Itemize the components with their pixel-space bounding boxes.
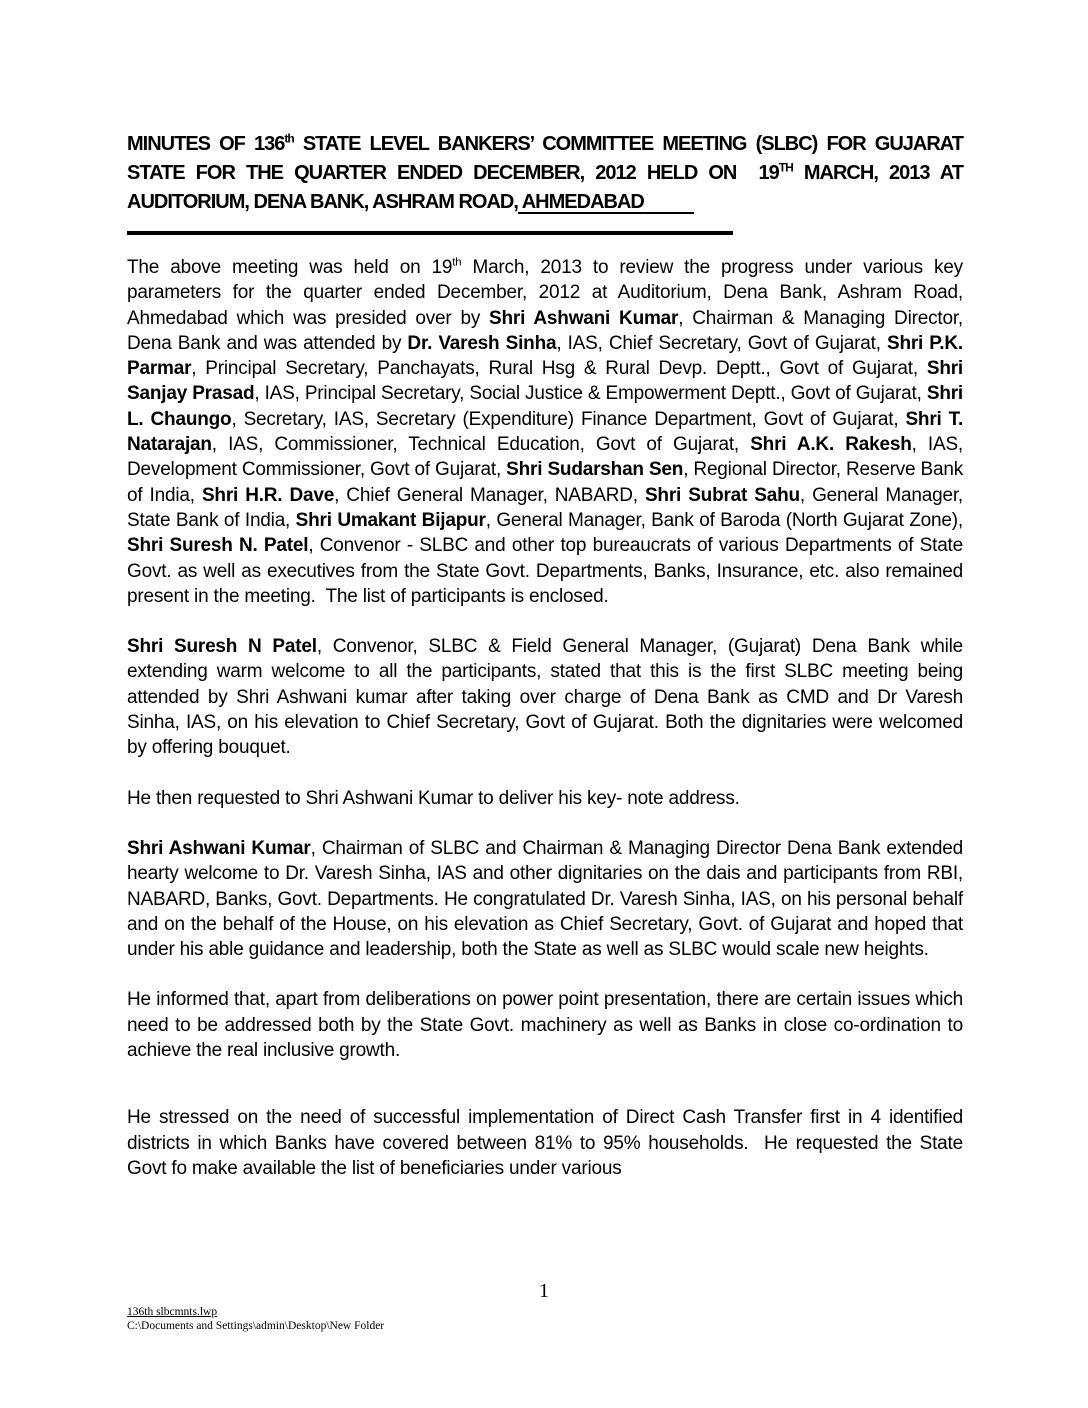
bold-text: Shri H.R. Dave xyxy=(201,484,335,506)
text-segment: He informed that, apart from deliberations on power point presentation, there are certain issues which need to be addressed both by the State Govt. machinery as well as Banks in close co-ordination to achieve the real inclusive growth. xyxy=(127,989,963,1062)
bold-text: Shri L. Chaungo xyxy=(127,383,963,430)
footer-filename: 136th slbcmnts.lwp xyxy=(127,1306,218,1318)
document-body xyxy=(127,255,963,1181)
text-segment: , Chairman of SLBC and Chairman & Managing Director Dena Bank extended hearty welcome to Dr. Varesh Sinha, IAS and other dignitaries on the dais and participants from RBI, NABARD, Banks, Govt. Departments. He congratulated Dr. Varesh Sinha, IAS, on his personal behalf and on the behalf of the House, on his elevation as Chief Secretary, Govt. of Gujarat and hoped that under his able guidance and leadership, both the State as well as SLBC would scale new heights. xyxy=(127,837,964,961)
text-segment: AHMEDABAD xyxy=(517,191,644,213)
text-segment: , Convenor, SLBC & Field General Manager, (Gujarat) Dena Bank while extending warm welcome to all the participants, stated that this is the first SLBC meeting being attended by Shri Ashwani kumar after taking over charge of Dena Bank as CMD and Dr Varesh Sinha, IAS, on his elevation to Chief Secretary, Govt of Gujarat. Both the dignitaries were welcomed by offering bouquet. xyxy=(127,636,963,759)
bold-text: Shri Sanjay Prasad xyxy=(127,358,963,405)
bold-text: Shri Sudarshan Sen xyxy=(506,459,684,481)
bold-text: Shri Ashwani Kumar xyxy=(489,307,679,329)
bold-text: Shri Subrat Sahu xyxy=(644,484,800,506)
text-segment: , Chairman & Managing Director, Dena Bank and was attended by xyxy=(127,307,963,354)
text-segment: , Chief General Manager, NABARD, xyxy=(334,484,645,506)
text-segment: , Secretary, IAS, Secretary (Expenditure) Finance Department, Govt of Gujarat, xyxy=(231,408,906,430)
paragraph xyxy=(127,836,963,962)
text-segment: TH xyxy=(778,160,793,175)
text-segment: , Convenor - SLBC and other top bureaucrats of various Departments of State Govt. as well as executives from the State Govt. Departments, Banks, Insurance, etc. also remained present in the meeting. The list of participants is enclosed. xyxy=(127,535,964,607)
text-segment: STATE LEVEL BANKERS’ COMMITTEE MEETING (SLBC) FOR GUJARAT STATE FOR THE QUARTER ENDED DECEMBER, 2012 HELD ON 19 xyxy=(127,133,963,184)
paragraph xyxy=(127,786,963,811)
page-number: 1 xyxy=(539,1280,549,1302)
text-segment: , Regional Director, Reserve Bank of India, xyxy=(127,459,963,506)
text-segment: The above meeting was held on 19 xyxy=(127,257,453,278)
document-title xyxy=(127,130,963,217)
text-segment: th xyxy=(452,256,462,269)
bold-text: Dr. Varesh Sinha xyxy=(407,332,557,354)
text-segment: th xyxy=(284,131,294,146)
bold-text: Shri Ashwani Kumar xyxy=(127,837,311,859)
bold-text: Shri T. Natarajan xyxy=(127,408,964,456)
text-segment: MINUTES OF 136 xyxy=(127,133,285,155)
footer-filepath: C:\Documents and Settings\admin\Desktop\New Folder xyxy=(127,1319,385,1332)
text-segment: He then requested to Shri Ashwani Kumar to deliver his key- note address. xyxy=(127,787,740,809)
bold-text: Shri P.K. Parmar xyxy=(127,332,963,380)
paragraph xyxy=(127,1105,963,1181)
paragraph xyxy=(127,255,963,609)
paragraph xyxy=(127,987,963,1063)
text-segment: MARCH, 2013 AT AUDITORIUM, DENA BANK, ASHRAM ROAD, xyxy=(127,162,963,213)
text-segment xyxy=(644,191,694,213)
document-content xyxy=(127,130,963,1181)
bold-text: Shri Umakant Bijapur xyxy=(295,509,486,531)
text-segment: , General Manager, State Bank of India, xyxy=(127,484,964,531)
text-segment: He stressed on the need of successful implementation of Direct Cash Transfer first in 4 identified districts in which Banks have covered between 81% to 95% households. He requested the State Govt fo make available the list of beneficiaries under various xyxy=(127,1107,963,1179)
text-segment: , IAS, Commissioner, Technical Education, Govt of Gujarat, xyxy=(211,434,751,456)
title-rule xyxy=(127,231,733,235)
text-segment: , General Manager, Bank of Baroda (North Gujarat Zone), xyxy=(485,509,963,531)
bold-text: Shri Suresh N Patel xyxy=(127,636,317,658)
bold-text: Shri A.K. Rakesh xyxy=(750,434,912,456)
text-segment: , IAS, Development Commissioner, Govt of Gujarat, xyxy=(127,434,964,481)
text-segment: , IAS, Principal Secretary, Social Justice & Empowerment Deptt., Govt of Gujarat, xyxy=(254,383,927,405)
text-segment: , Principal Secretary, Panchayats, Rural Hsg & Rural Devp. Deptt., Govt of Gujarat, xyxy=(191,358,927,380)
bold-text: Shri Suresh N. Patel xyxy=(127,535,309,557)
footer-file-info xyxy=(127,1306,384,1333)
paragraph xyxy=(127,634,963,760)
text-segment: , IAS, Chief Secretary, Govt of Gujarat, xyxy=(556,332,887,354)
text-segment: March, 2013 to review the progress under various key parameters for the quarter ended December, 2012 at Auditorium, Dena Bank, Ashram Road, Ahmedabad which was presided over by xyxy=(127,257,963,329)
